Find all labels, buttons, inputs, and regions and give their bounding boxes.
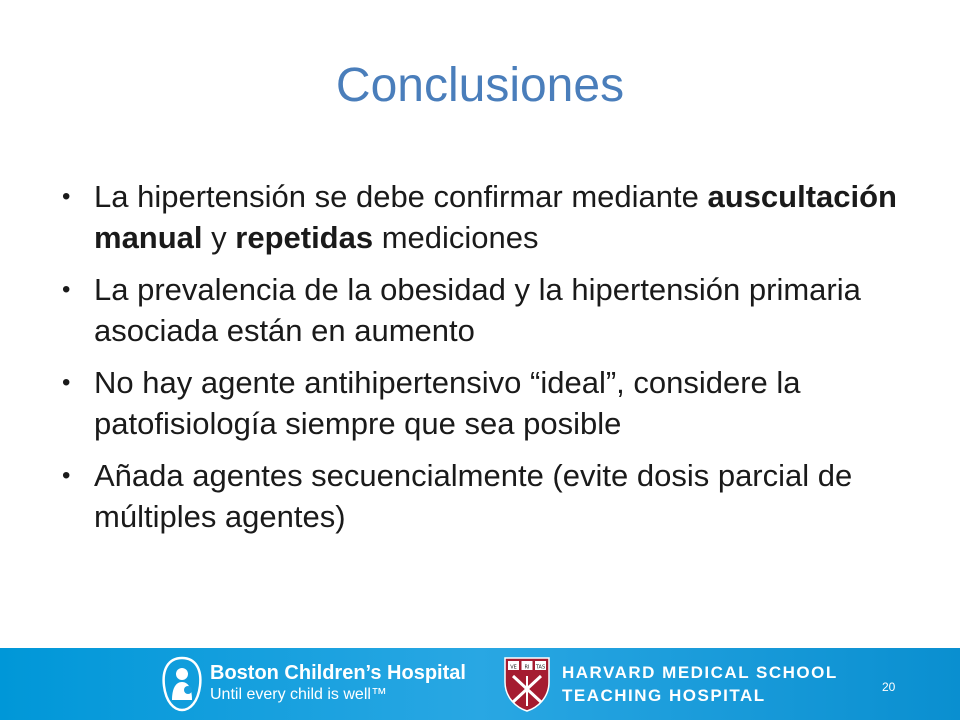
bch-name: Boston Children’s Hospital bbox=[210, 662, 466, 684]
slide-title: Conclusiones bbox=[335, 59, 625, 112]
bullet-text: No hay agente antihipertensivo “ideal”, considere la patofisiología siempre que sea posible bbox=[94, 365, 801, 441]
footer-banner bbox=[0, 648, 960, 720]
bullet-dot-icon: • bbox=[62, 183, 71, 210]
page-number: 20 bbox=[882, 680, 896, 694]
bullet-item bbox=[62, 455, 912, 537]
bullet-dot-icon: • bbox=[62, 276, 71, 303]
bullet-item bbox=[62, 362, 912, 444]
bullet-item bbox=[62, 269, 912, 351]
harvard-shield-icon bbox=[503, 656, 551, 712]
bullet-text: La hipertensión se debe confirmar mediante auscultación manual y repetidas mediciones bbox=[94, 179, 897, 255]
shield-book-label: TAS bbox=[535, 664, 546, 671]
shield-book-label: RI bbox=[524, 664, 530, 671]
bullet-list bbox=[62, 176, 912, 548]
boston-childrens-logo-icon bbox=[160, 656, 204, 712]
hms-name: HARVARD MEDICAL SCHOOL bbox=[562, 663, 838, 682]
bullet-text: Añada agentes secuencialmente (evite dosis parcial de múltiples agentes) bbox=[94, 458, 853, 534]
shield-book-label: VE bbox=[510, 664, 517, 671]
hms-subtitle: TEACHING HOSPITAL bbox=[562, 686, 766, 705]
bullet-item bbox=[62, 176, 912, 258]
bullet-dot-icon: • bbox=[62, 462, 71, 489]
bullet-text: La prevalencia de la obesidad y la hipertensión primaria asociada están en aumento bbox=[94, 272, 861, 348]
bch-tagline: Until every child is well™ bbox=[210, 686, 387, 703]
bullet-dot-icon: • bbox=[62, 369, 71, 396]
